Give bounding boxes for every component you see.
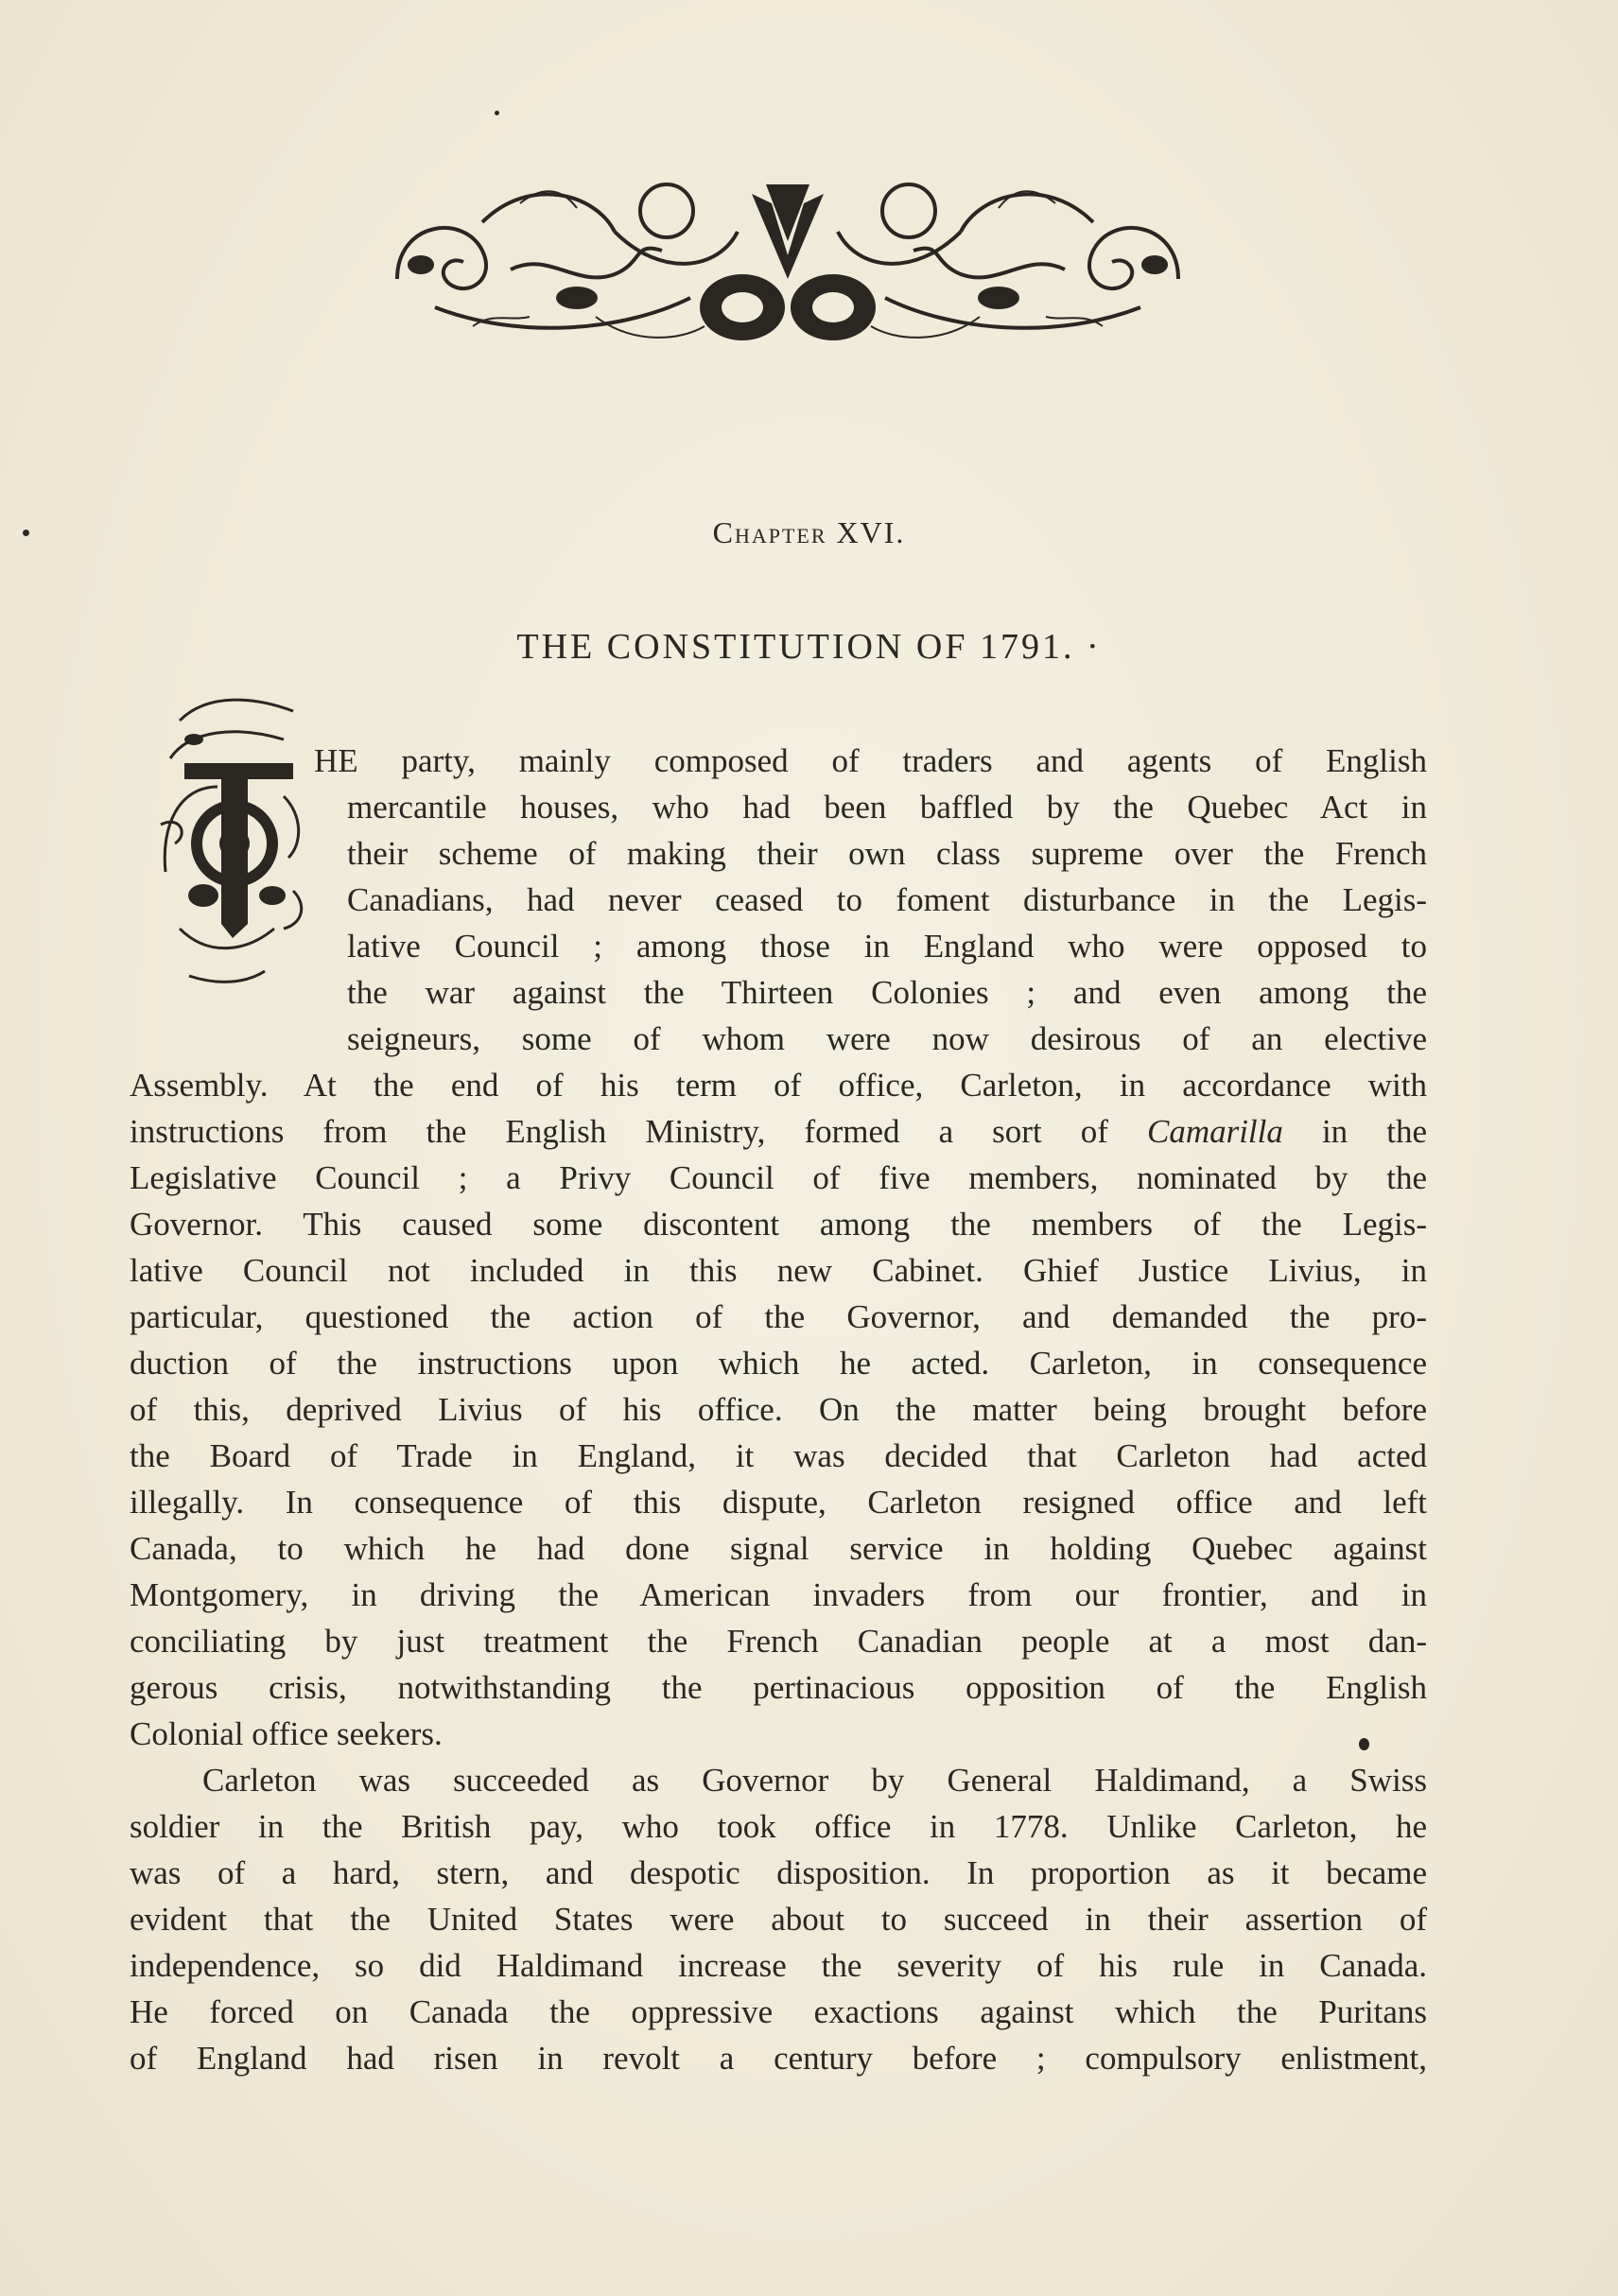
ink-speck (495, 111, 499, 115)
chapter-heading: Chapter XVI. (712, 515, 906, 549)
chapter-title: THE CONSTITUTION OF 1791. · (516, 627, 1102, 667)
ink-speck (23, 530, 29, 536)
text-line: lative Council ; among those in England who were opposed to (347, 928, 1427, 965)
text-line: Canada, to which he had done signal service in holding Quebec against (130, 1530, 1427, 1567)
text-line: particular, questioned the action of the Governor, and demanded the pro- (130, 1298, 1427, 1335)
chapter-body (130, 738, 1427, 2081)
text-line: instructions from the English Ministry, formed a sort of Camarilla in the (130, 1113, 1428, 1150)
text-line: their scheme of making their own class supreme over the French (347, 835, 1427, 872)
text-line: lative Council not included in this new Cabinet. Ghief Justice Livius, in (130, 1252, 1427, 1289)
text-line: independence, so did Haldimand increase the severity of his rule in Canada. (130, 1947, 1427, 1984)
text-line: the Board of Trade in England, it was decided that Carleton had acted (130, 1437, 1427, 1474)
text-line: Legislative Council ; a Privy Council of five members, nominated by the (130, 1159, 1427, 1196)
text-line: evident that the United States were about to succeed in their assertion of (130, 1901, 1427, 1938)
text-line: Governor. This caused some discontent among the members of the Legis- (130, 1206, 1427, 1243)
text-line: the war against the Thirteen Colonies ; and even among the (347, 974, 1427, 1011)
text-line: Assembly. At the end of his term of office, Carleton, in accordance with (130, 1067, 1427, 1104)
text-line: Montgomery, in driving the American invaders from our frontier, and in (130, 1576, 1427, 1613)
text-line: HE party, mainly composed of traders and agents of English (314, 742, 1427, 779)
text-line: Carleton was succeeded as Governor by General Haldimand, a Swiss (202, 1762, 1427, 1799)
text-line: of this, deprived Livius of his office. On the matter being brought before (130, 1391, 1427, 1428)
ornamental-headpiece (378, 165, 1197, 350)
text-line: Colonial office seekers. (130, 1715, 443, 1752)
text-line: gerous crisis, notwithstanding the pertinacious opposition of the English (130, 1669, 1427, 1706)
text-line: duction of the instructions upon which he acted. Carleton, in consequence (130, 1345, 1427, 1382)
text-line: of England had risen in revolt a century before ; compulsory enlistment, (130, 2040, 1427, 2077)
text-line: mercantile houses, who had been baffled by the Quebec Act in (347, 789, 1427, 826)
text-line: was of a hard, stern, and despotic disposition. In proportion as it became (130, 1854, 1427, 1891)
text-line: soldier in the British pay, who took office in 1778. Unlike Carleton, he (130, 1808, 1427, 1845)
italic-term: Camarilla (1146, 1113, 1283, 1150)
text-line: seigneurs, some of whom were now desirous of an elective (347, 1020, 1427, 1057)
text-line: conciliating by just treatment the French Canadian people at a most dan- (130, 1623, 1427, 1660)
text-line: Canadians, had never ceased to foment disturbance in the Legis- (347, 881, 1427, 918)
text-line: illegally. In consequence of this dispute, Carleton resigned office and left (130, 1484, 1427, 1521)
text-line: He forced on Canada the oppressive exactions against which the Puritans (130, 1993, 1427, 2030)
ink-speck (1359, 1738, 1369, 1750)
